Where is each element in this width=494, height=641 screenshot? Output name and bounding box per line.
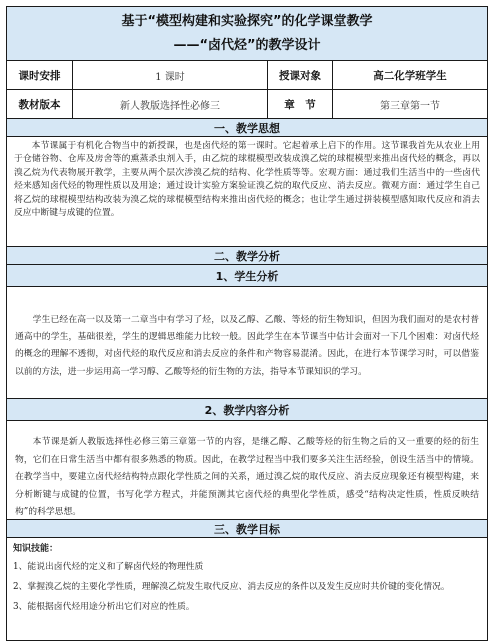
meta-row-2 [7,90,487,119]
section-1-heading: 一、教学思想 [7,119,487,137]
section-3-heading: 三、教学目标 [7,520,487,538]
value-audience: 高二化学班学生 [373,69,447,82]
label-textbook: 教材版本 [7,90,73,118]
label-chapter: 章 节 [268,90,333,118]
knowledge-skills-heading: 知识技能： [13,544,59,554]
content-analysis-body: 本节课是新人教版选择性必修三第三章第一节的内容，是继乙醇、乙酸等烃的衍生物之后的又一重要的烃的衍生物，它们在日常生活当中都有很多熟悉的物质。因此，在教学过程当中我们要多关注生活经验，创设生活当中的情境。在教学当中，要建立卤代烃结构特点跟化学性质之间的关系，通过溴乙烷的取代反应、消去反应现象还有模型构建，来分析断键与成键的位置，书写化学方程式，并能预测其它卤代烃的典型化学性质，感受“结构决定性质，性质反映结构”的科学思想。 [7,421,487,520]
document-title: 基于“模型构建和实验探究”的化学课堂教学 [121,13,373,29]
label-class-hours: 课时安排 [7,61,73,89]
objective-item: 3、能根据卤代烃用途分析出它们对应的性质。 [13,602,195,612]
section-1-body: 本节课属于有机化合物当中的新授课，也是卤代烃的第一课时。它起着承上启下的作用。这节课我首先从农业上用于仓储谷物、仓库及房舍等的熏蒸杀虫剂入手，由乙烷的球棍模型改装成溴乙烷的球棍模型来推出卤代烃的概念，再以溴乙烷为代表物展开教学，主要从两个层次涉溴乙烷的结构、化学性质等等。宏观方面：通过我们生活当中的一些卤代烃来感知卤代烃的物理性质以及用途；通过设计实验方案验证溴乙烷的取代反应、消去反应。微观方面：通过学生自己将乙烷的球棍模型结构改装为溴乙烷的球棍模型结构来推出卤代烃的概念；也让学生通过拼装模型感知取代反应和消去反应中断键与成键的位置。 [7,137,487,247]
title-block [7,7,487,61]
student-analysis-heading: 1、学生分析 [7,265,487,287]
objective-item: 1、能说出卤代烃的定义和了解卤代烃的物理性质 [13,562,204,572]
value-chapter: 第三章第一节 [380,100,440,112]
meta-row-1 [7,61,487,90]
objectives-block [7,538,487,640]
value-class-hours: 1 课时 [73,61,268,89]
objective-item: 2、掌握溴乙烷的主要化学性质，理解溴乙烷发生取代反应、消去反应的条件以及发生反应时共价键的变化情况。 [13,582,450,592]
value-textbook: 新人教版选择性必修三 [73,90,268,118]
student-analysis-body: 学生已经在高一以及第一二章当中有学习了烃，以及乙醇、乙酸、等烃的衍生物知识，但因为我们面对的是农村普通高中的学生，基础很差，学生的逻辑思维能力比较一般。因此学生在本节课当中估计会面对一下几个困难：对卤代烃的概念的理解不透彻，对卤代烃的取代反应和消去反应的条件和产物容易混淆。因此，在进行本节课学习时，可以借鉴以前的方法，进一步运用高一学习醇、乙酸等烃的衍生物的方法，指导本节课知识的学习。 [7,287,487,399]
lesson-plan-table [6,6,488,641]
section-2-heading: 二、教学分析 [7,247,487,265]
document-subtitle: ——“卤代烃”的教学设计 [173,37,321,53]
content-analysis-heading: 2、教学内容分析 [7,399,487,421]
label-audience: 授课对象 [268,61,333,89]
